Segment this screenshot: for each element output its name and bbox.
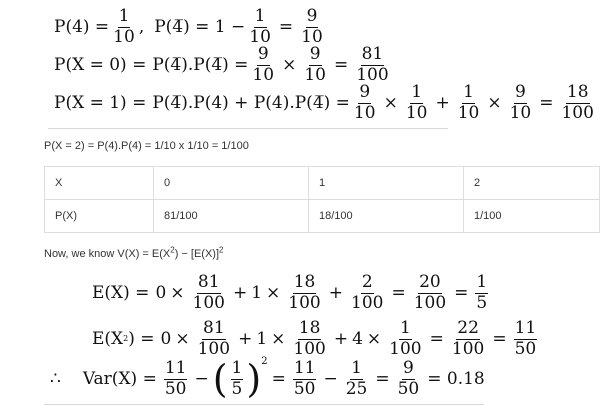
fraction: $\frac{1}{10}$: [113, 6, 135, 47]
distribution-table: [44, 166, 600, 233]
table-row: P(X) 81/100 18/100 1/100: [45, 200, 600, 233]
fraction: $\frac{1}{10}$: [457, 82, 480, 123]
equation-px1: P(X = 1) = P(4̅).P(4) + P(4).P(4̅) = $\frac{9}{10}$ × $\frac{1}{10}$ + $\frac{1}{10}$ × $\frac{9}{10}$ = $\frac{18}{100}$: [54, 82, 594, 123]
divider: [48, 128, 448, 129]
fraction: $\frac{1}{5}$: [476, 272, 488, 313]
fraction: $\frac{81}{100}$: [192, 272, 225, 313]
fraction: $\frac{20}{100}$: [413, 272, 447, 313]
fraction: $\frac{9}{10}$: [304, 44, 326, 85]
fraction: $\frac{11}{50}$: [164, 358, 187, 399]
fraction: $\frac{9}{10}$: [252, 44, 275, 85]
fraction: $\frac{11}{50}$: [514, 318, 537, 359]
equation-ex: E(X) = 0 × $\frac{81}{100}$ + 1 × $\frac{18}{100}$ + $\frac{2}{100}$ = $\frac{20}{100}$ = $\frac{1}{5}$: [92, 272, 488, 313]
fraction: $\frac{1}{5}$: [231, 358, 243, 399]
p4-label: P(4) =: [54, 17, 110, 38]
fraction: $\frac{9}{10}$: [353, 82, 376, 123]
fraction: $\frac{81}{100}$: [356, 44, 389, 85]
fraction: $\frac{9}{10}$: [301, 6, 323, 47]
p4bar-label: P(4̅) = 1 −: [154, 17, 246, 38]
fraction: $\frac{2}{100}$: [351, 272, 384, 313]
fraction: $\frac{1}{10}$: [405, 82, 428, 123]
table-row: X 0 1 2: [45, 167, 600, 200]
px2-line: P(X = 2) = P(4).P(4) = 1/10 x 1/10 = 1/100: [44, 140, 249, 152]
fraction: $\frac{9}{50}$: [397, 358, 420, 399]
equation-ex2: E(X 2 ) = 0 × $\frac{81}{100}$ + 1 × $\frac{18}{100}$ + 4 × $\frac{1}{100}$ = $\frac{22}{100}$ = $\frac{11}{50}$: [92, 318, 537, 359]
fraction: $\frac{1}{10}$: [249, 6, 271, 47]
equation-p4: P(4) = $\frac{1}{10}$ , P(4̅) = 1 − $\frac{1}{10}$ = $\frac{9}{10}$: [54, 6, 323, 47]
fraction: $\frac{1}{100}$: [389, 318, 422, 359]
fraction: $\frac{81}{100}$: [197, 318, 231, 359]
divider: [44, 404, 484, 405]
variance-intro: Now, we know $V(X) = E(X^2) - [E(X)]^2$: [44, 245, 224, 260]
fraction: $\frac{18}{100}$: [293, 318, 326, 359]
fraction: $\frac{18}{100}$: [288, 272, 321, 313]
fraction: $\frac{9}{10}$: [509, 82, 532, 123]
fraction: $\frac{11}{50}$: [293, 358, 316, 399]
therefore-icon: ∴: [50, 369, 61, 390]
fraction: $\frac{18}{100}$: [561, 82, 594, 123]
fraction: $\frac{1}{25}$: [345, 358, 368, 399]
fraction: $\frac{22}{100}$: [451, 318, 485, 359]
equation-px0: P(X = 0) = P(4̅).P(4̅) = $\frac{9}{10}$ × $\frac{9}{10}$ = $\frac{81}{100}$: [54, 44, 389, 85]
equation-var: ∴ Var(X) = $\frac{11}{50}$ − ( $\frac{1}{5}$ ) 2 = $\frac{11}{50}$ − $\frac{1}{25}$ = $\frac{9}{50}$ = 0.18: [50, 356, 485, 402]
